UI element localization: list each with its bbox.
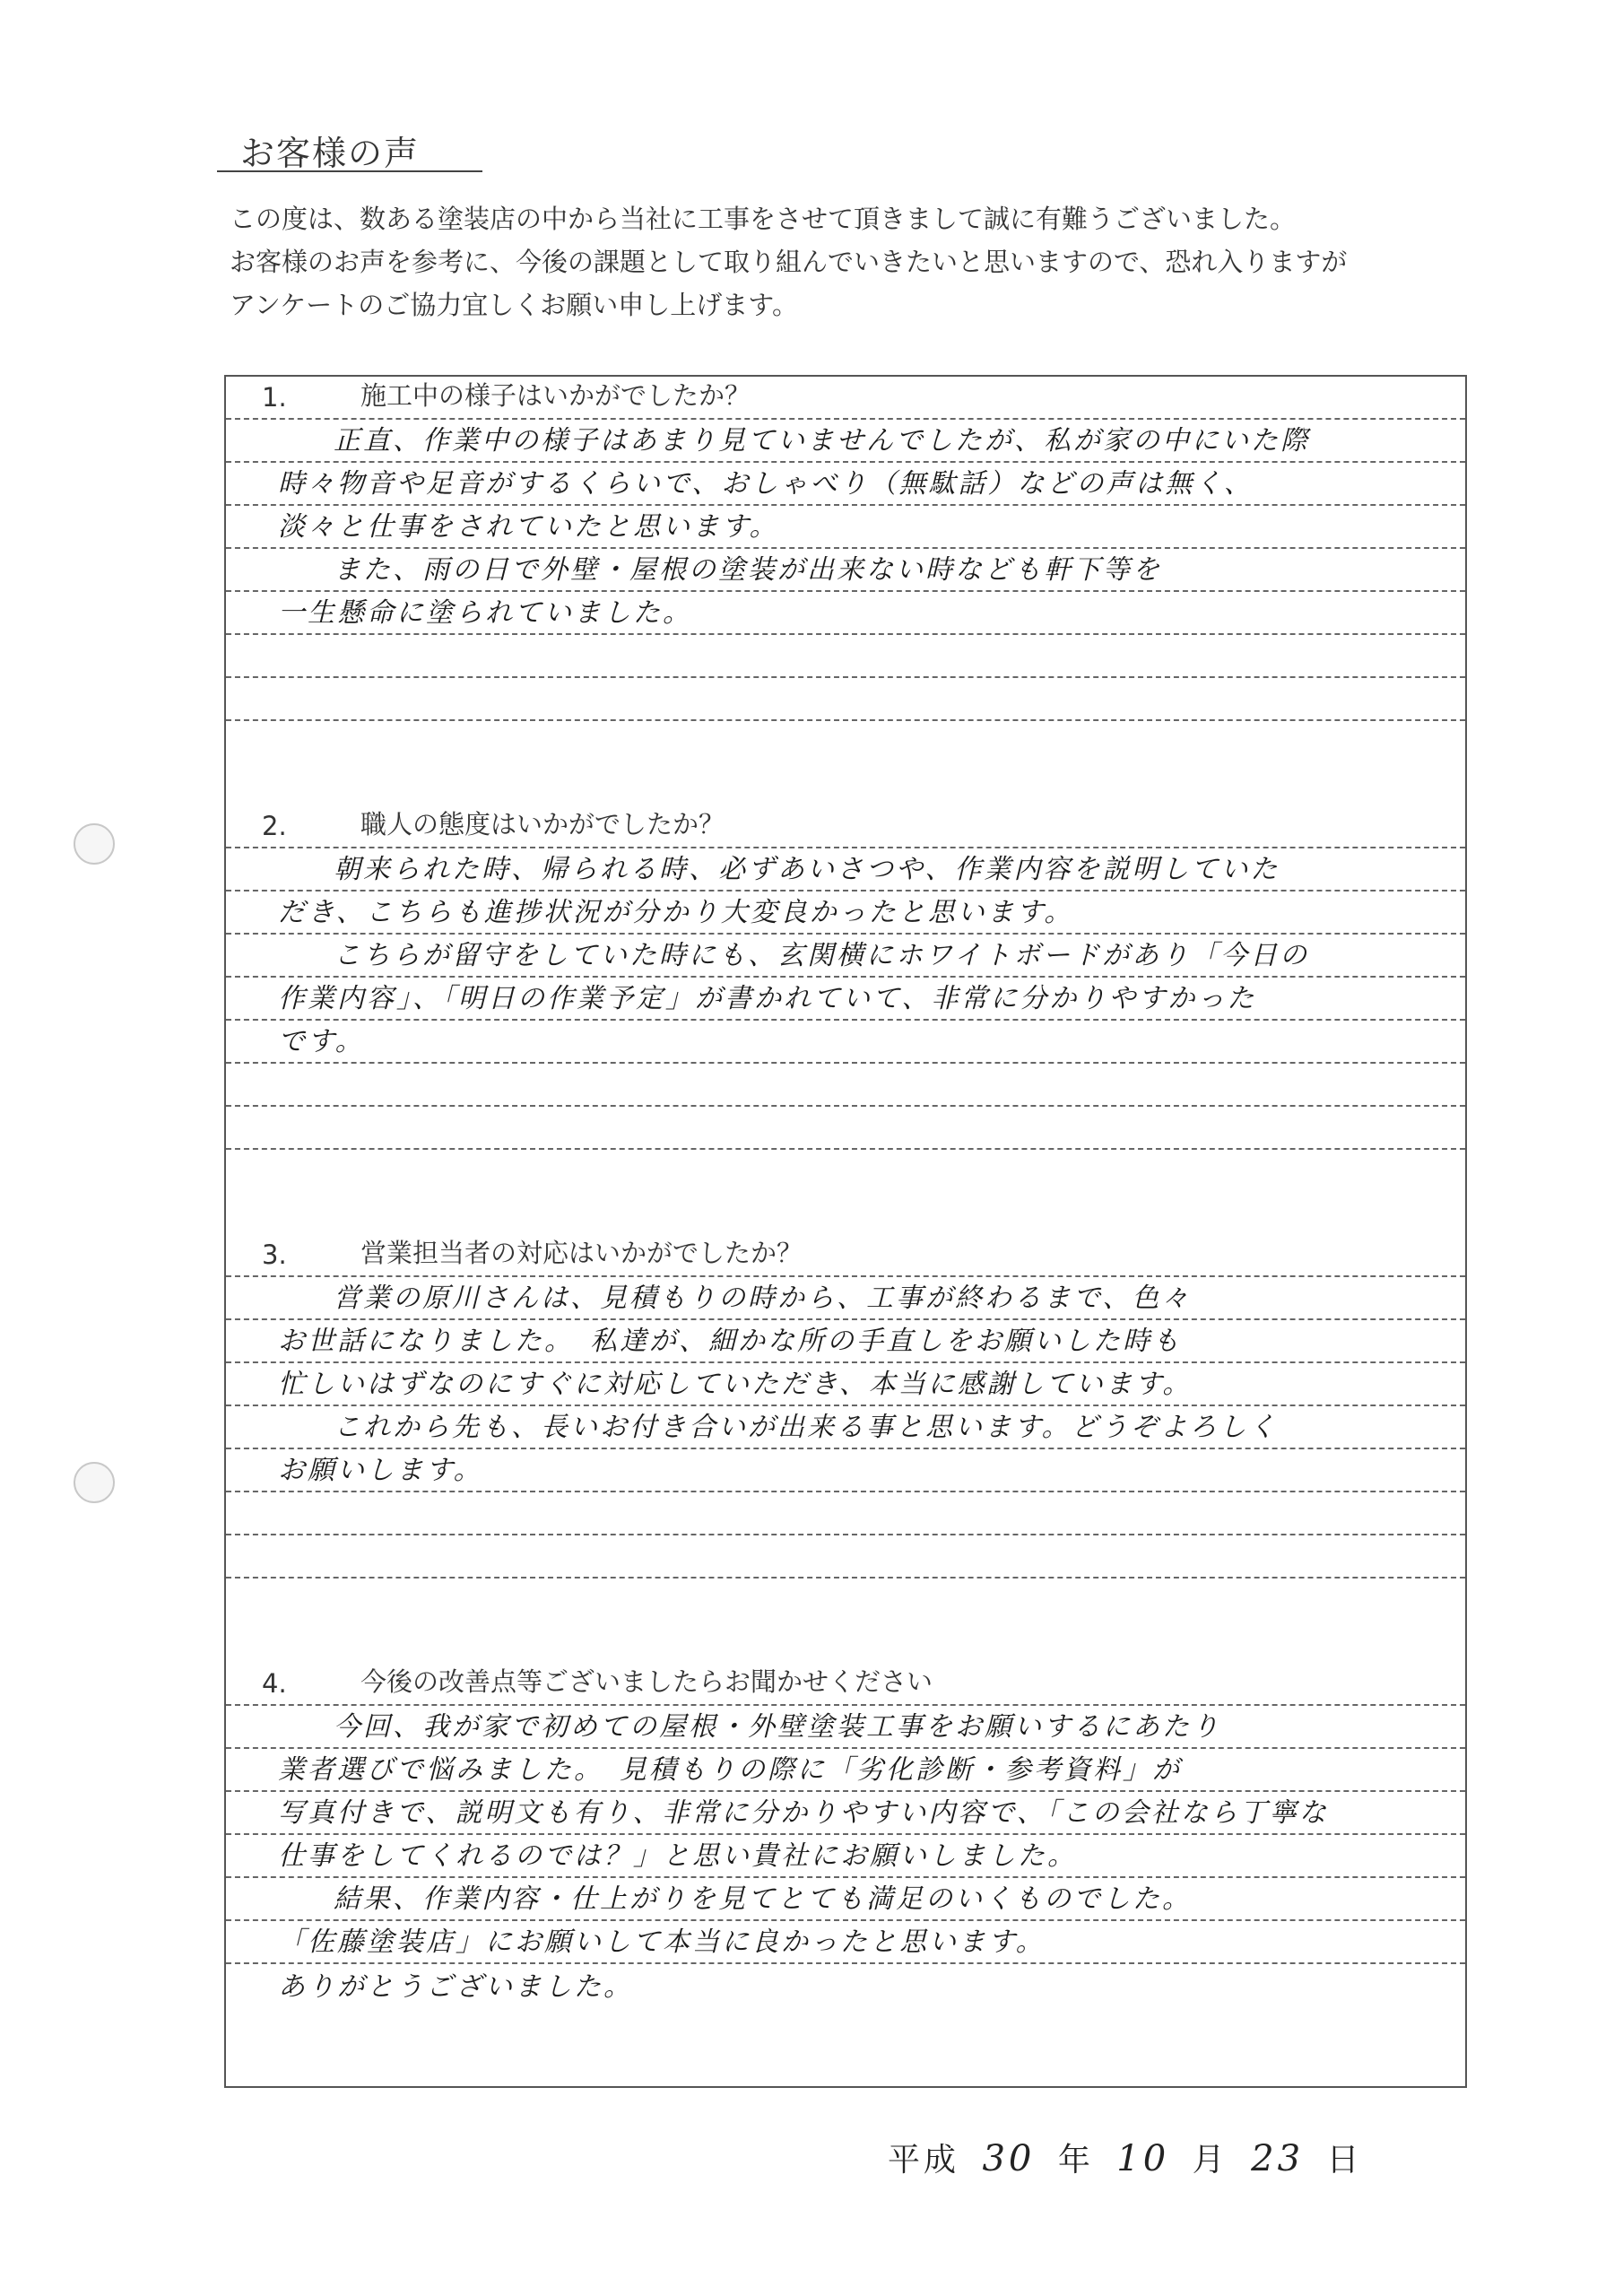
punch-hole-top [74, 823, 115, 865]
answer-line [226, 1792, 1465, 1835]
answer-line [226, 1921, 1465, 1964]
answer-line [226, 1277, 1465, 1320]
answer-text: 営業の原川さんは、見積もりの時から、工事が終わるまで、色々 [334, 1283, 1192, 1314]
answer-line [226, 1406, 1465, 1449]
question-row [226, 1234, 1465, 1277]
answer-line [226, 420, 1465, 463]
answer-line [226, 1878, 1465, 1921]
answer-line [226, 848, 1465, 891]
answer-line [226, 1021, 1465, 1064]
answer-text: 正直、作業中の様子はあまり見ていませんでしたが、私が家の中にいた際 [334, 425, 1310, 457]
answer-text: 一生懸命に塗られていました。 [278, 597, 692, 629]
answer-text: だき、こちらも進捗状況が分かり大変良かったと思います。 [278, 897, 1074, 928]
page-title: お客様の声 [240, 134, 421, 173]
survey-form [224, 375, 1467, 2088]
answer-text: また、雨の日で外壁・屋根の塗装が出来ない時なども軒下等を [334, 554, 1162, 586]
answer-line [226, 463, 1465, 506]
answer-line [226, 506, 1465, 549]
intro-line: アンケートのご協力宜しくお願い申し上げます。 [230, 290, 798, 320]
date-month-unit: 月 [1192, 2142, 1228, 2179]
question-text: 施工中の様子はいかがでしたか？ [360, 380, 751, 411]
answer-text: 業者選びで悩みました。 見積もりの際に「劣化診断・参考資料」が [278, 1754, 1182, 1786]
answer-line [226, 635, 1465, 678]
question-number: 2. [262, 811, 287, 841]
answer-line [226, 1064, 1465, 1107]
question-text: 今後の改善点等ございましたらお聞かせください [360, 1666, 933, 1697]
date-month: 10 [1116, 2138, 1170, 2179]
answer-line [226, 1749, 1465, 1792]
question-row [226, 377, 1465, 420]
question-row [226, 1663, 1465, 1706]
answer-line [226, 935, 1465, 978]
title-underline [217, 170, 482, 172]
answer-line [226, 978, 1465, 1021]
answer-text: 結果、作業内容・仕上がりを見てとても満足のいくものでした。 [334, 1883, 1192, 1915]
question-number: 3. [262, 1239, 287, 1270]
answer-line [226, 1107, 1465, 1150]
question-text: 営業担当者の対応はいかがでしたか？ [360, 1238, 803, 1268]
intro-line: お客様のお声を参考に、今後の課題として取り組んでいきたいと思いますので、恐れ入りますが [230, 247, 1348, 277]
answer-text: お世話になりました。 私達が、細かな所の手直しをお願いした時も [278, 1326, 1182, 1357]
question-text: 職人の態度はいかがでしたか？ [360, 809, 725, 839]
answer-line [226, 1492, 1465, 1535]
answer-text: こちらが留守をしていた時にも、玄関横にホワイトボードがあり「今日の [334, 940, 1310, 971]
answer-text: 仕事をしてくれるのでは？」と思い貴社にお願いしました。 [278, 1840, 1077, 1872]
date-year: 30 [982, 2138, 1036, 2179]
answer-line [226, 1363, 1465, 1406]
punch-hole-bottom [74, 1462, 115, 1503]
answer-text: 朝来られた時、帰られる時、必ずあいさつや、作業内容を説明していた [334, 854, 1280, 885]
question-row [226, 805, 1465, 848]
answer-text: ありがとうございました。 [278, 1971, 633, 2003]
answer-line [226, 891, 1465, 935]
answer-text: これから先も、長いお付き合いが出来る事と思います。どうぞよろしく [334, 1412, 1279, 1443]
answer-text: お願いします。 [278, 1455, 483, 1486]
intro-line: この度は、数ある塗装店の中から当社に工事をさせて頂きまして誠に有難うございました。 [230, 204, 1297, 234]
intro-text [230, 197, 1539, 326]
date-day: 23 [1251, 2138, 1305, 2179]
answer-line [226, 1964, 1465, 2007]
question-number: 4. [262, 1668, 287, 1699]
answer-text: 淡々と仕事をされていたと思います。 [278, 511, 779, 543]
answer-text: 今回、我が家で初めての屋根・外壁塗装工事をお願いするにあたり [334, 1711, 1221, 1743]
answer-line [226, 678, 1465, 721]
answer-line [226, 1320, 1465, 1363]
answer-line [226, 1535, 1465, 1578]
answer-text: 作業内容」、「明日の作業予定」が書かれていて、非常に分かりやすかった [278, 983, 1257, 1014]
answer-text: 写真付きで、説明文も有り、非常に分かりやすい内容で、「この会社なら丁寧な [278, 1797, 1329, 1829]
answer-line [226, 1449, 1465, 1492]
answer-line [226, 592, 1465, 635]
date-day-unit: 日 [1326, 2142, 1363, 2179]
date-line [888, 2135, 1363, 2180]
answer-line [226, 1835, 1465, 1878]
answer-text: です。 [278, 1026, 365, 1057]
answer-line [226, 1706, 1465, 1749]
answer-line [226, 549, 1465, 592]
date-year-unit: 年 [1057, 2142, 1094, 2179]
answer-text: 忙しいはずなのにすぐに対応していただき、本当に感謝しています。 [278, 1369, 1193, 1400]
date-era: 平成 [888, 2142, 960, 2179]
answer-text: 時々物音や足音がするくらいで、おしゃべり（無駄話）などの声は無く、 [278, 468, 1254, 500]
answer-text: 「佐藤塗装店」にお願いして本当に良かったと思います。 [278, 1926, 1046, 1958]
question-number: 1. [262, 382, 287, 413]
